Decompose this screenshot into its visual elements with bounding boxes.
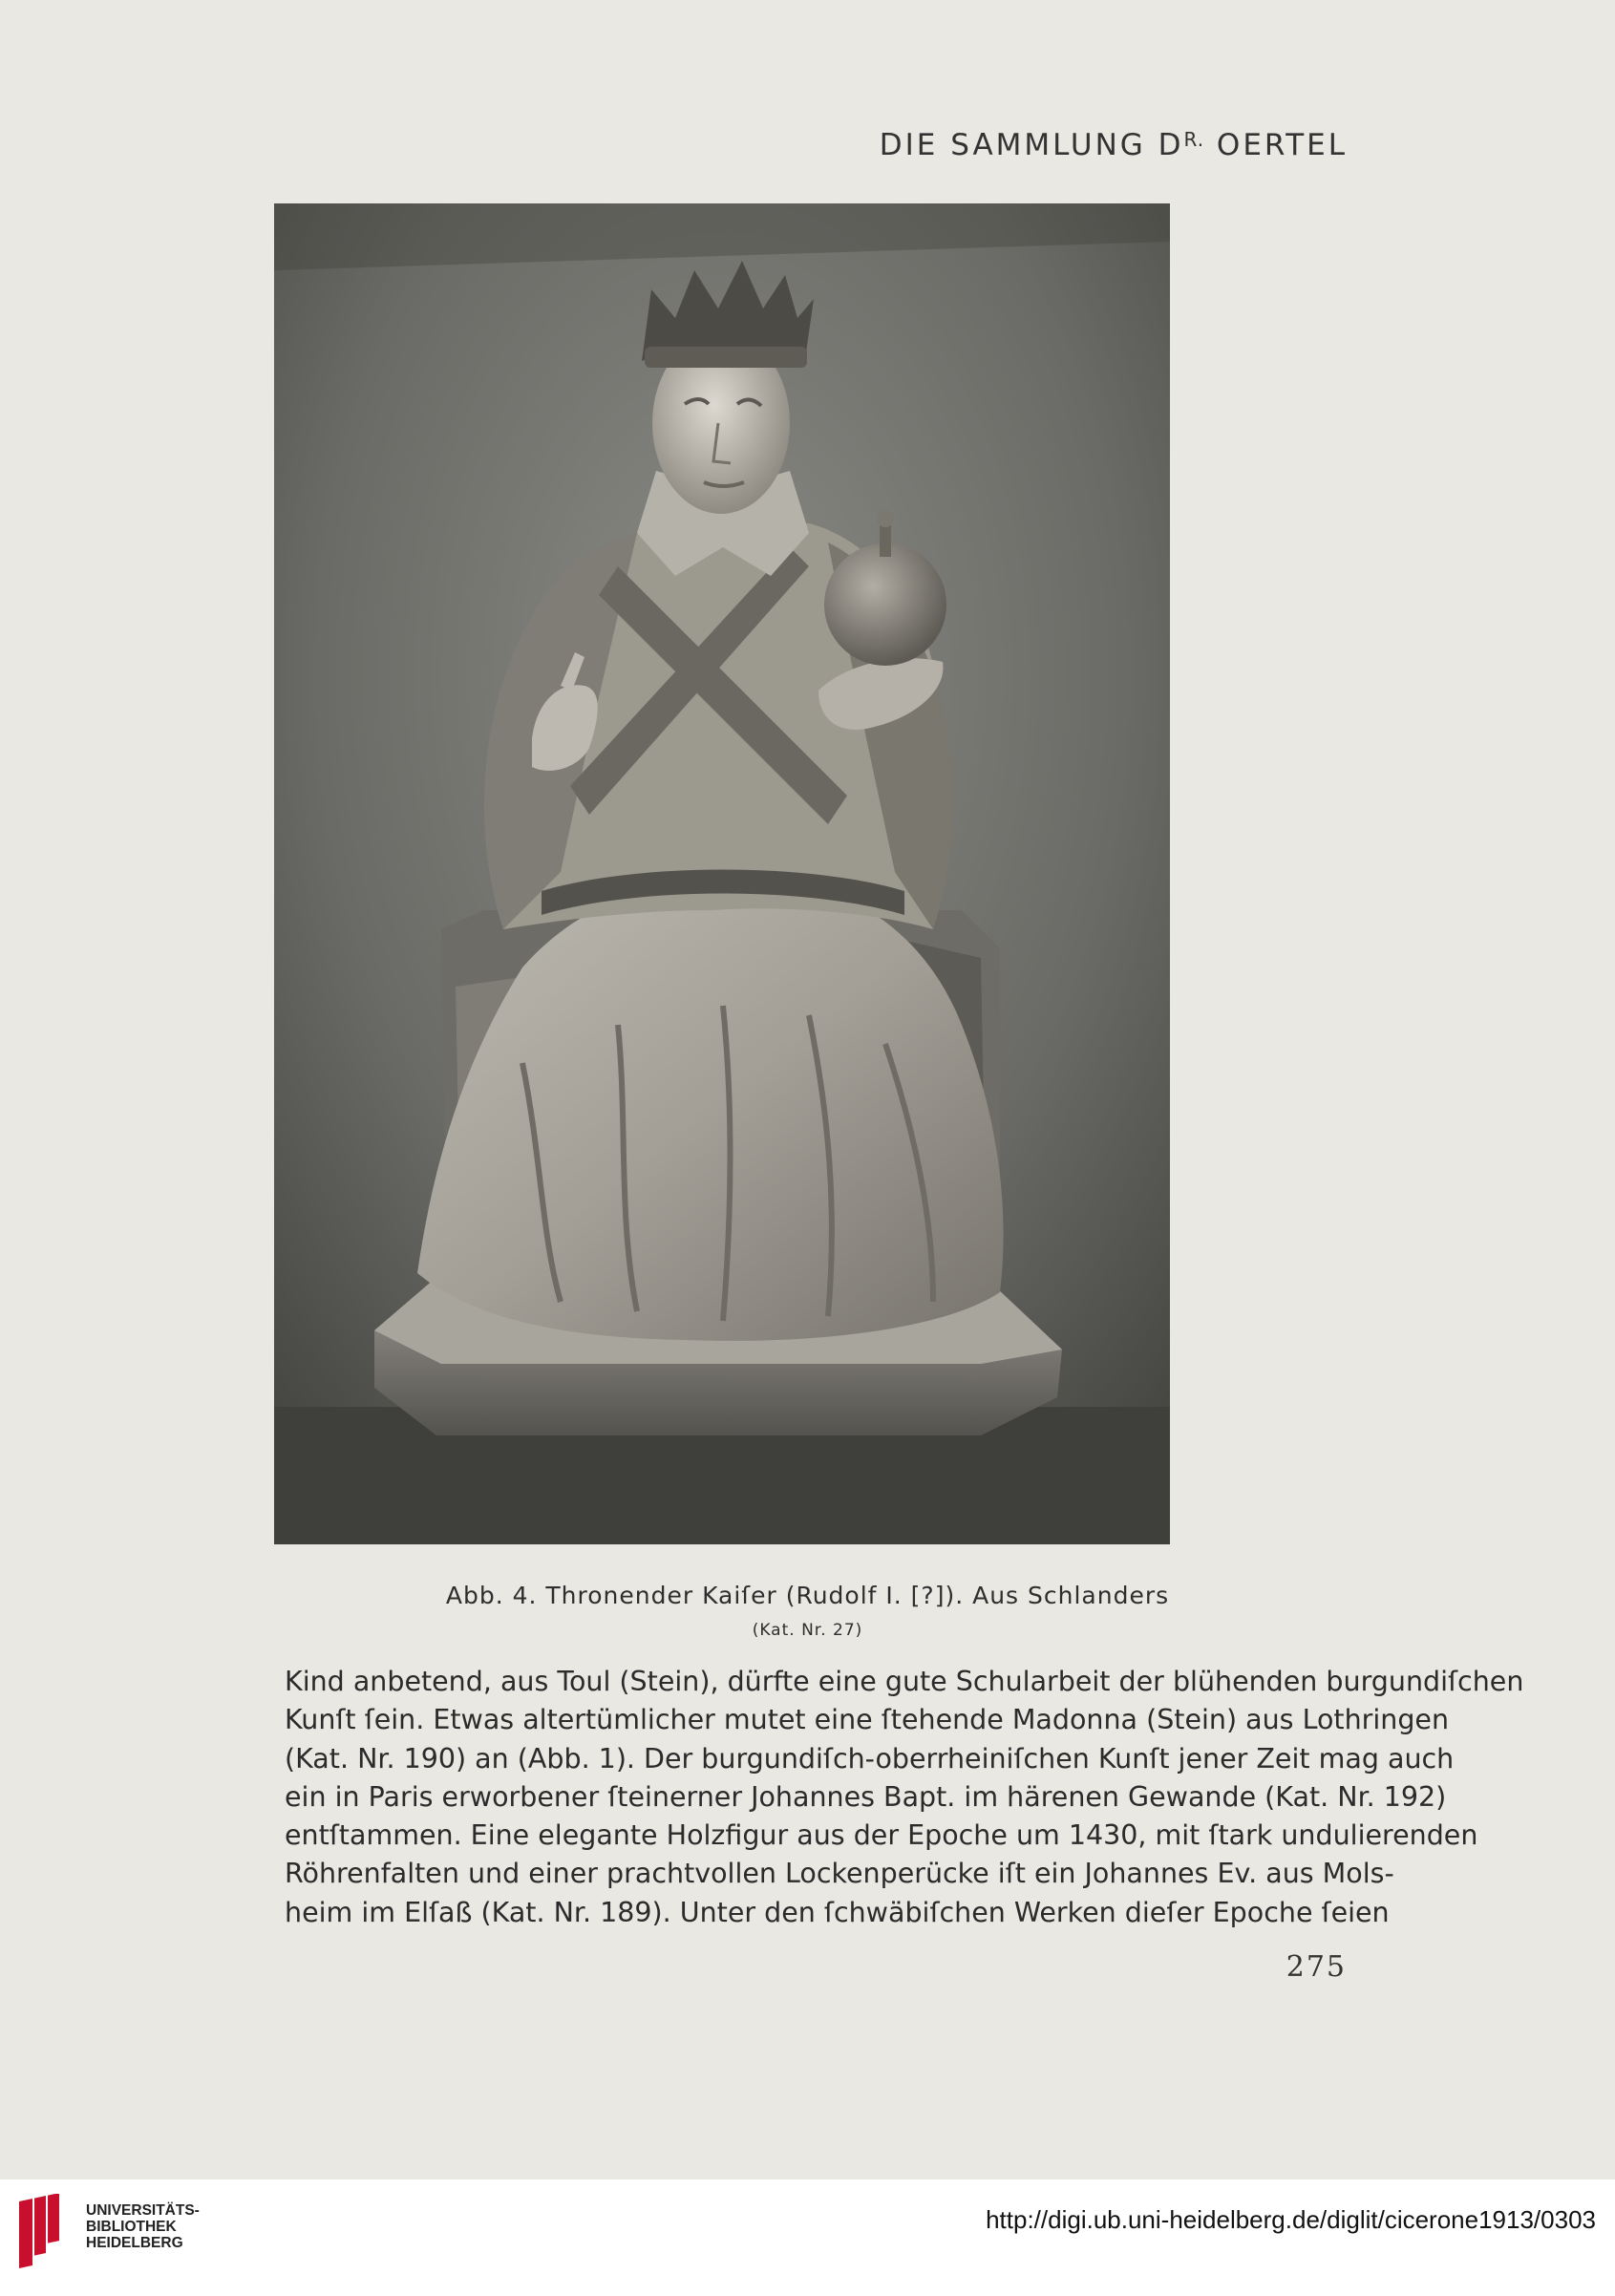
permalink-url[interactable]: http://digi.ub.uni-heidelberg.de/diglit/cicerone1913/0303 bbox=[986, 2205, 1596, 2234]
body-line: entſtammen. Eine elegante Holzfigur aus der Epoche um 1430, mit ſtark undulierenden bbox=[285, 1819, 1478, 1852]
body-line: (Kat. Nr. 190) an (Abb. 1). Der burgundiſch-oberrheiniſchen Kunſt jener Zeit mag auch bbox=[285, 1742, 1455, 1775]
statue-photograph bbox=[274, 203, 1170, 1544]
library-footer bbox=[0, 2179, 1615, 2296]
library-name-line: UNIVERSITÄTS- bbox=[86, 2202, 200, 2219]
photograph-of-seated-emperor-statue-icon bbox=[274, 203, 1170, 1544]
body-paragraph bbox=[285, 1663, 1524, 1932]
figure-caption: Abb. 4. Thronender Kaiſer (Rudolf I. [?]). Aus Schlanders bbox=[445, 1582, 1170, 1609]
library-logo-icon[interactable] bbox=[19, 2194, 65, 2275]
header-title-before: DIE SAMMLUNG D bbox=[879, 128, 1184, 162]
header-title-after: OERTEL bbox=[1204, 128, 1348, 162]
body-line: Kunſt ſein. Etwas altertümlicher mutet eine ſtehende Madonna (Stein) aus Lothringen bbox=[285, 1704, 1450, 1736]
header-title-sup: R. bbox=[1183, 128, 1205, 151]
body-line: Röhrenfalten und einer prachtvollen Lockenperücke iſt ein Johannes Ev. aus Mols- bbox=[285, 1858, 1394, 1890]
library-name-line: HEIDELBERG bbox=[86, 2235, 183, 2251]
body-line: heim im Elſaß (Kat. Nr. 189). Unter den ſchwäbiſchen Werken dieſer Epoche ſeien bbox=[285, 1896, 1390, 1928]
body-line: ein in Paris erworbener ſteinerner Johannes Bapt. im härenen Gewande (Kat. Nr. 192) bbox=[285, 1780, 1447, 1813]
figure-catalog-reference: (Kat. Nr. 27) bbox=[752, 1621, 863, 1640]
library-name-line: BIBLIOTHEK bbox=[86, 2219, 177, 2235]
running-header bbox=[880, 128, 1348, 162]
page-number: 275 bbox=[1286, 1950, 1347, 1984]
body-line: Kind anbetend, aus Toul (Stein), dürfte eine gute Schularbeit der blühenden burgundiſchen bbox=[285, 1666, 1524, 1697]
library-name[interactable] bbox=[86, 2202, 200, 2251]
